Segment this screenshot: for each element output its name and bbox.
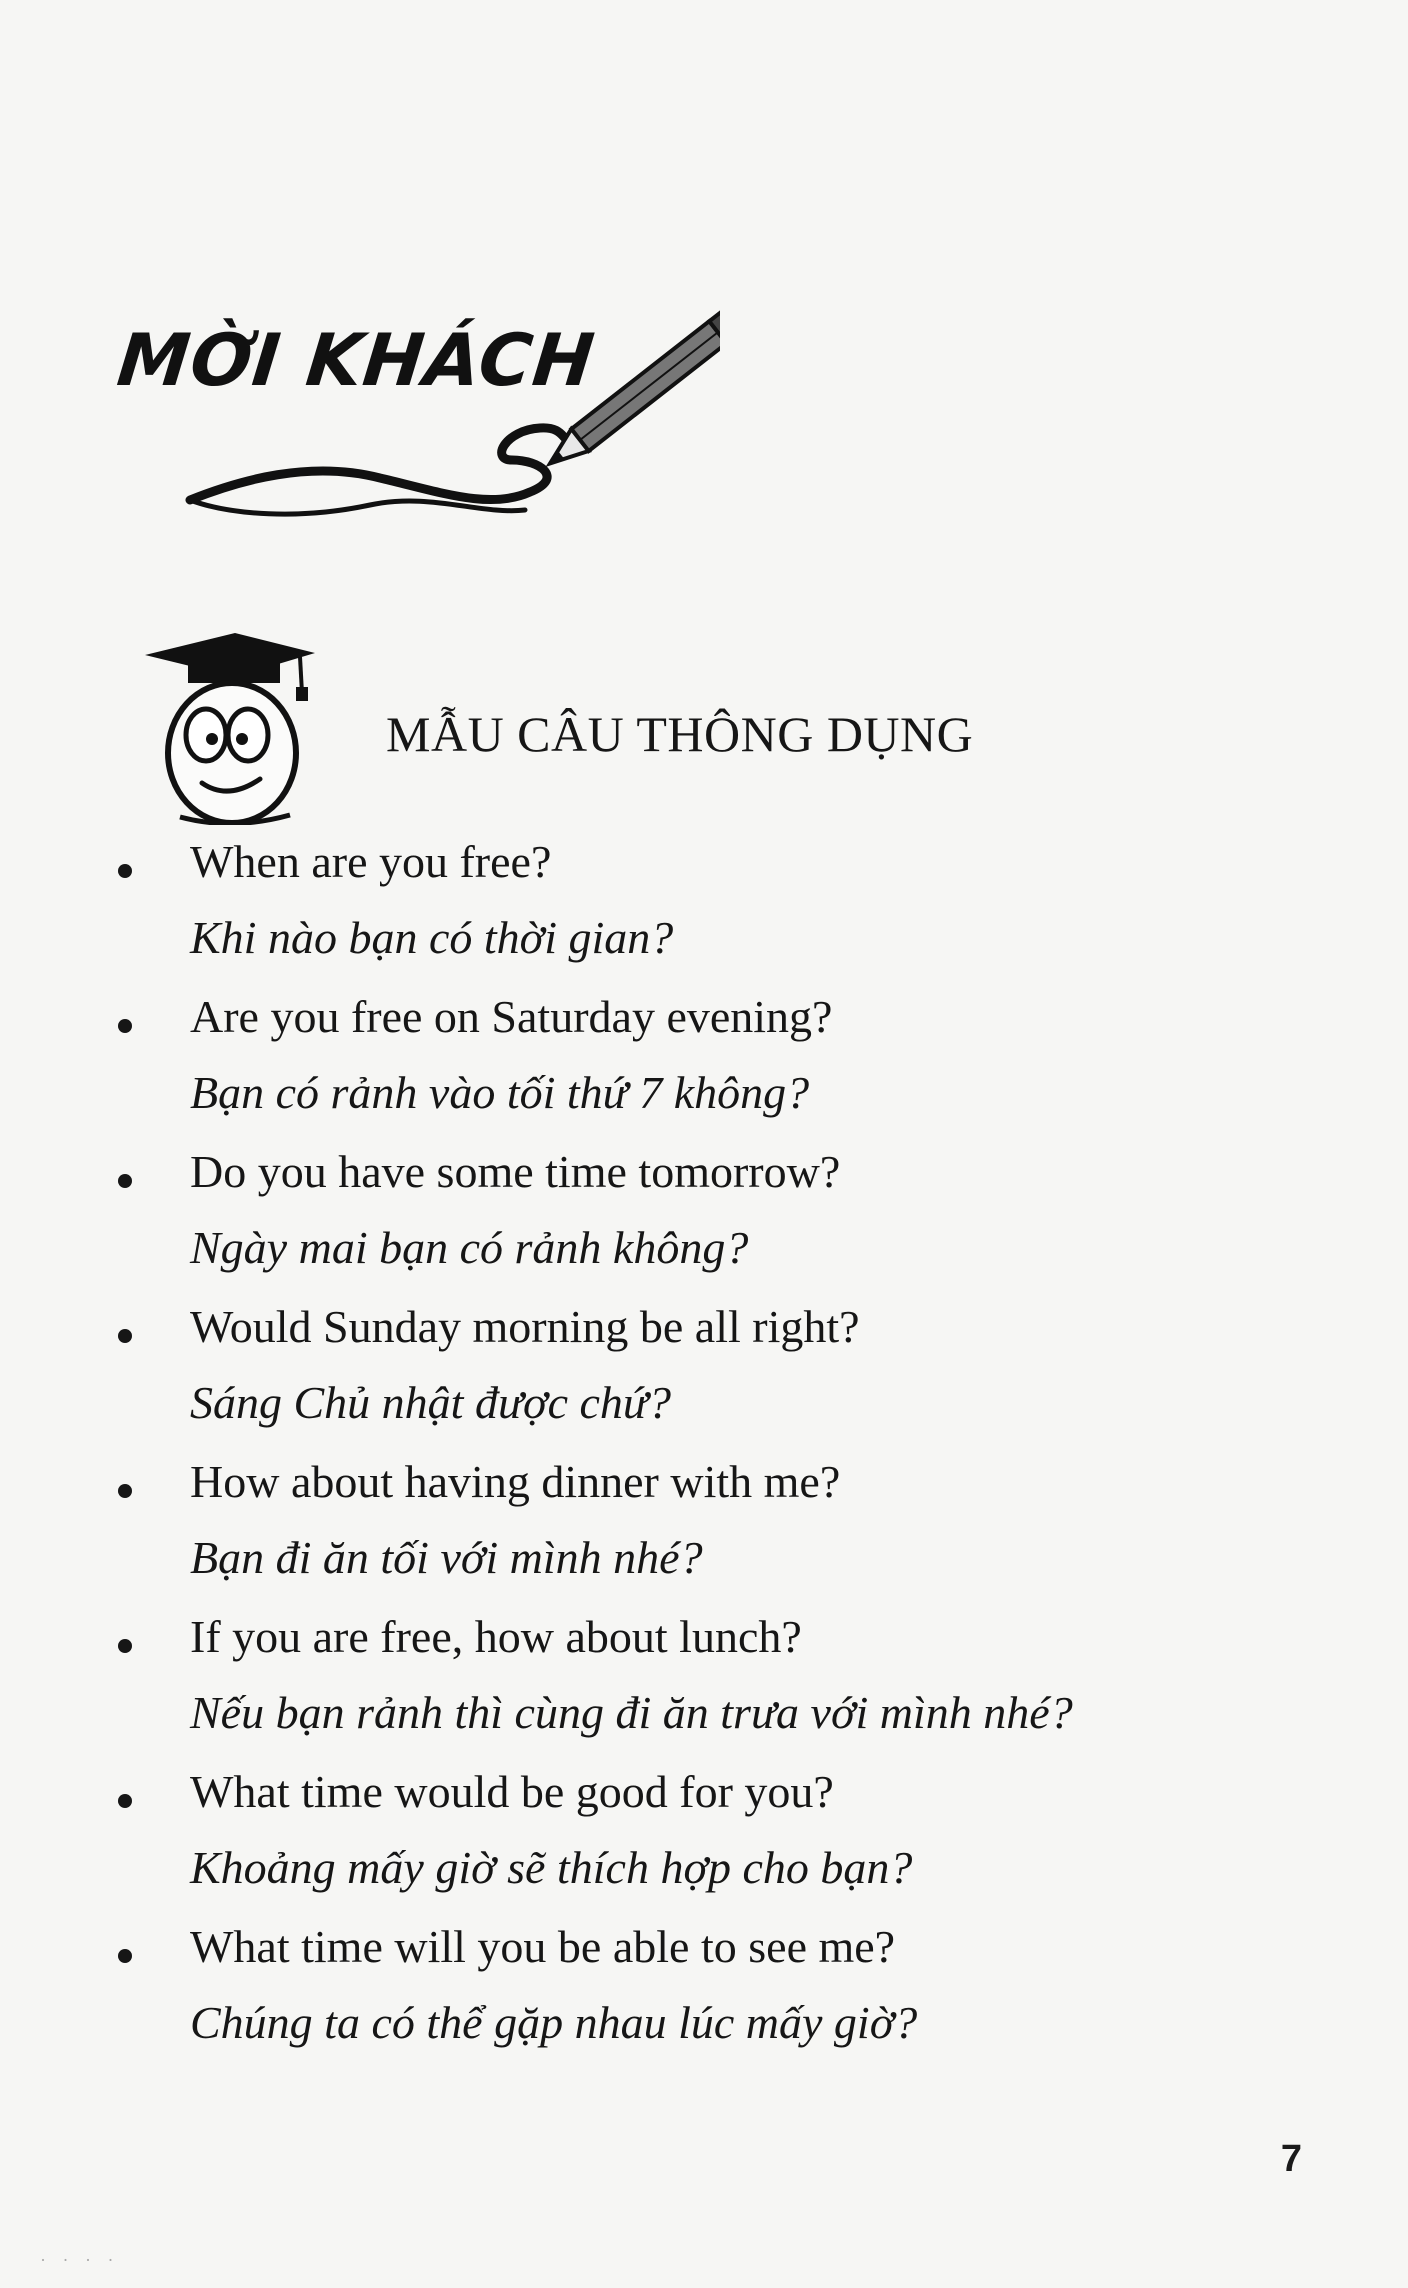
list-item (0, 1921, 1408, 2076)
phrase-english: When are you free? (190, 836, 552, 887)
bullet-icon (118, 864, 132, 878)
list-item (0, 1611, 1408, 1766)
phrase-vietnamese: Sáng Chủ nhật được chứ? (190, 1377, 672, 1428)
phrase-vietnamese: Ngày mai bạn có rảnh không? (190, 1222, 749, 1273)
phrase-vietnamese: Bạn đi ăn tối với mình nhé? (190, 1532, 703, 1583)
bullet-icon (118, 1484, 132, 1498)
list-item (0, 991, 1408, 1146)
phrase-vietnamese: Khoảng mấy giờ sẽ thích hợp cho bạn? (190, 1842, 913, 1893)
list-item (0, 1456, 1408, 1611)
chapter-title: MỜI KHÁCH (113, 318, 599, 402)
scan-artifact: · · · · (40, 2250, 120, 2270)
bullet-icon (118, 1174, 132, 1188)
phrase-list (0, 836, 1408, 2076)
phrase-vietnamese: Chúng ta có thể gặp nhau lúc mấy giờ? (190, 1997, 918, 2048)
bullet-icon (118, 1329, 132, 1343)
phrase-english: If you are free, how about lunch? (190, 1611, 802, 1662)
phrase-english: Would Sunday morning be all right? (190, 1301, 860, 1352)
phrase-vietnamese: Nếu bạn rảnh thì cùng đi ăn trưa với mình nhé? (190, 1687, 1073, 1738)
bullet-icon (118, 1949, 132, 1963)
bullet-icon (118, 1639, 132, 1653)
list-item (0, 1146, 1408, 1301)
phrase-english: What time would be good for you? (190, 1766, 834, 1817)
phrase-english: How about having dinner with me? (190, 1456, 841, 1507)
phrase-english: Do you have some time tomorrow? (190, 1146, 841, 1197)
phrase-vietnamese: Khi nào bạn có thời gian? (190, 912, 674, 963)
list-item (0, 1301, 1408, 1456)
section-title: MẪU CÂU THÔNG DỤNG (386, 706, 974, 762)
phrase-english: What time will you be able to see me? (190, 1921, 896, 1972)
phrase-vietnamese: Bạn có rảnh vào tối thứ 7 không? (190, 1067, 810, 1118)
bullet-icon (118, 1794, 132, 1808)
phrase-english: Are you free on Saturday evening? (190, 991, 833, 1042)
page-number: 7 (1280, 2138, 1302, 2180)
pencil-squiggle-icon (160, 310, 720, 540)
list-item (0, 836, 1408, 991)
graduate-owl-icon (140, 625, 320, 825)
bullet-icon (118, 1019, 132, 1033)
list-item (0, 1766, 1408, 1921)
